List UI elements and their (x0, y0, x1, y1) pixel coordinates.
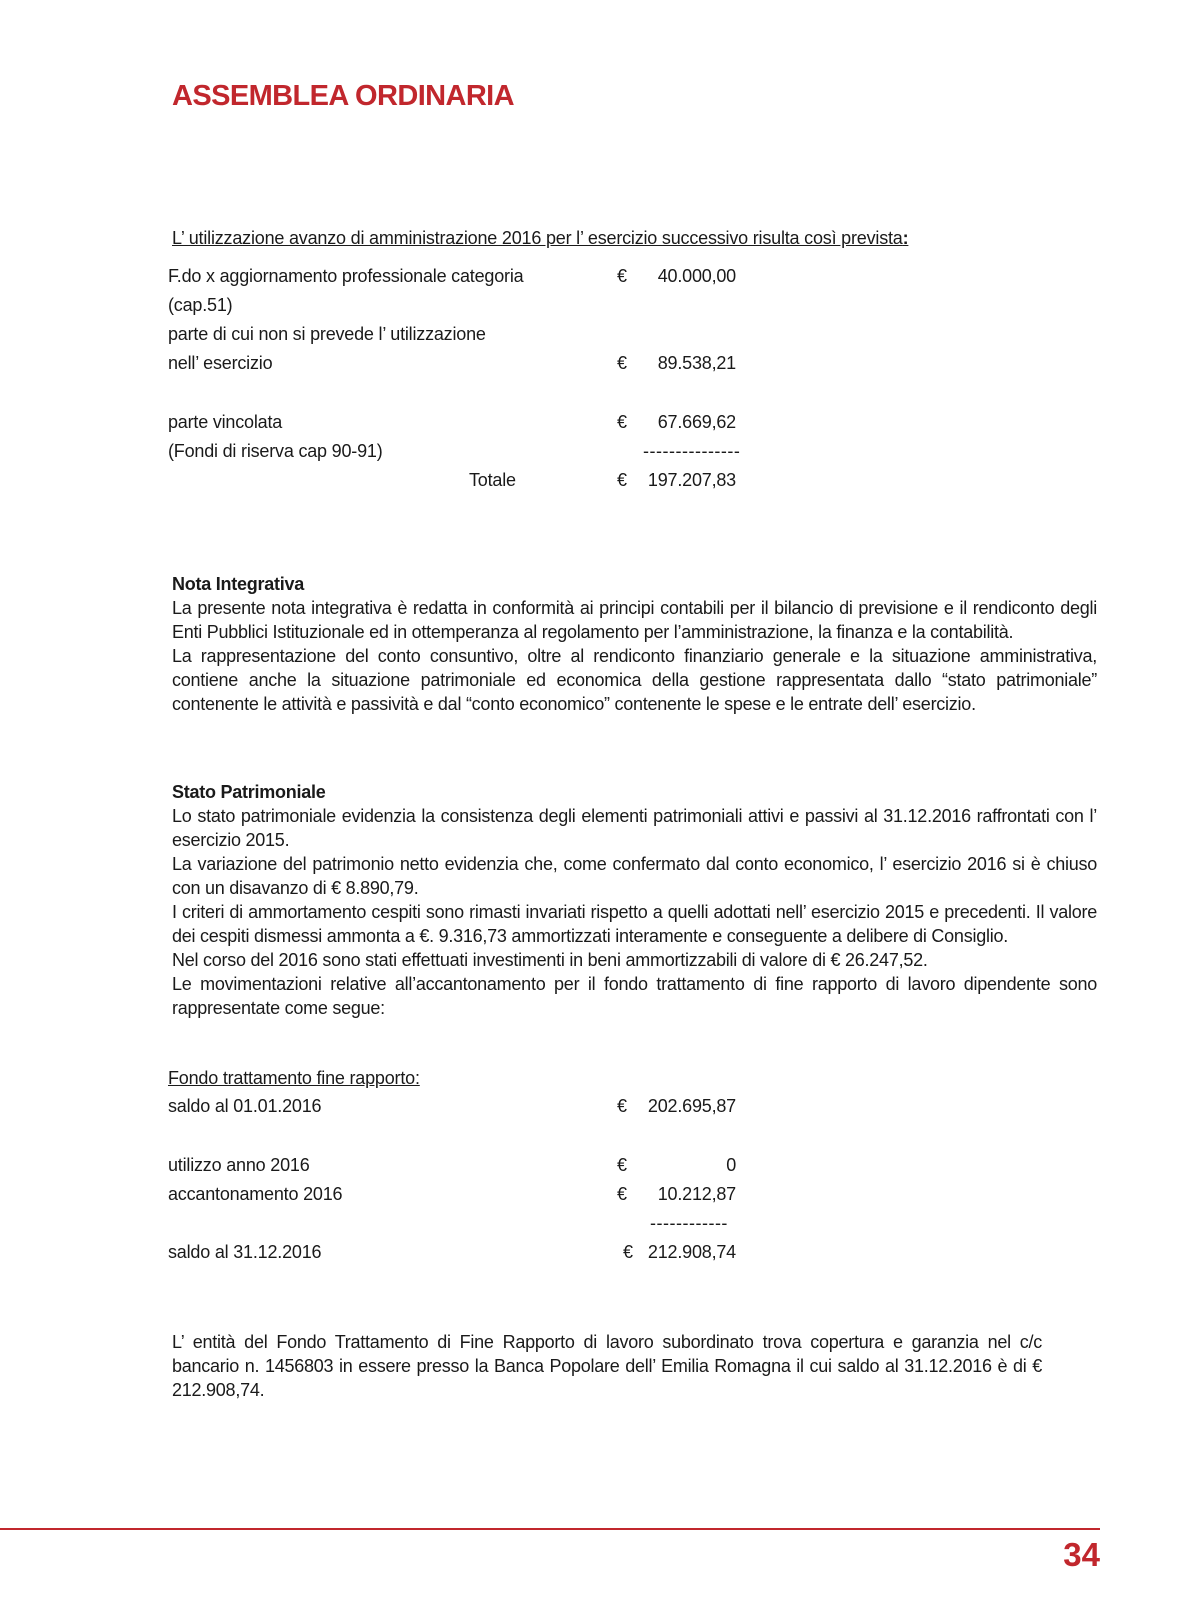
tfr-row-amount: 202.695,87 (647, 1096, 736, 1116)
euro-sign: € (617, 266, 628, 286)
avanzo-row-amount: 40.000,00 (657, 266, 736, 286)
euro-sign: € (623, 1242, 634, 1262)
avanzo-separator: --------------- (643, 441, 741, 461)
tfr-row-label: accantonamento 2016 (168, 1184, 343, 1204)
avanzo-row-label: (Fondi di riserva cap 90-91) (168, 441, 383, 461)
tfr-row-label: utilizzo anno 2016 (168, 1155, 310, 1175)
avanzo-row-label: nell’ esercizio (168, 353, 273, 373)
avanzo-intro-colon: : (902, 228, 909, 248)
nota-paragraph: La presente nota integrativa è redatta in conformità ai principi contabili per il bilancio di previsione e il rendiconto degli Enti Pubblici Istituzionale ed in ottemperanza al regolamento per l’amministrazione, la finanza e la contabilità. (172, 598, 1097, 642)
stato-patrimoniale-section (172, 780, 1097, 1020)
avanzo-row-label: parte vincolata (168, 412, 283, 432)
euro-sign: € (617, 1184, 628, 1204)
nota-heading: Nota Integrativa (172, 574, 305, 594)
tfr-row-label: saldo al 01.01.2016 (168, 1096, 322, 1116)
euro-sign: € (617, 353, 628, 373)
avanzo-row-label: (cap.51) (168, 295, 233, 315)
stato-paragraph: I criteri di ammortamento cespiti sono rimasti invariati rispetto a quelli adottati nell’ esercizio 2015 e precedenti. Il valore dei cespiti dismessi ammonta a €. 9.316,73 ammortizzati interamente e conseguente a delibere di Consiglio. (172, 902, 1097, 946)
stato-paragraph: Le movimentazioni relative all’accantonamento per il fondo trattamento di fine rapporto di lavoro dipendente sono rappresentate come segue: (172, 974, 1097, 1018)
euro-sign: € (617, 1155, 628, 1175)
stato-paragraph: La variazione del patrimonio netto evidenzia che, come confermato dal conto economico, l’ esercizio 2016 si è chiuso con un disavanzo di € 8.890,79. (172, 854, 1097, 898)
stato-heading: Stato Patrimoniale (172, 782, 326, 802)
stato-paragraph: Nel corso del 2016 sono stati effettuati investimenti in beni ammortizzabili di valore di € 26.247,52. (172, 950, 928, 970)
avanzo-intro-text: L’ utilizzazione avanzo di amministrazione 2016 per l’ esercizio successivo risulta così prevista (172, 228, 903, 248)
tfr-final-label: saldo al 31.12.2016 (168, 1242, 322, 1262)
avanzo-total-label: Totale (469, 470, 516, 490)
avanzo-row-label: F.do x aggiornamento professionale categoria (168, 266, 524, 286)
footer-divider (0, 1528, 1100, 1530)
stato-paragraph: Lo stato patrimoniale evidenzia la consistenza degli elementi patrimoniali attivi e passivi al 31.12.2016 raffrontati con l’ esercizio 2015. (172, 806, 1097, 850)
avanzo-row-label: parte di cui non si prevede l’ utilizzazione (168, 324, 486, 344)
page-title: ASSEMBLEA ORDINARIA (172, 80, 514, 112)
tfr-separator: ------------ (650, 1213, 728, 1233)
page-number: 34 (1063, 1536, 1100, 1573)
closing-section (172, 1330, 1042, 1402)
closing-paragraph: L’ entità del Fondo Trattamento di Fine Rapporto di lavoro subordinato trova copertura e garanzia nel c/c bancario n. 1456803 in essere presso la Banca Popolare dell’ Emilia Romagna il cui saldo al 31.12.2016 è di € 212.908,74. (172, 1332, 1042, 1400)
euro-sign: € (617, 470, 628, 490)
avanzo-row-amount: 67.669,62 (657, 412, 736, 432)
tfr-row-amount: 0 (726, 1155, 736, 1175)
tfr-heading: Fondo trattamento fine rapporto: (168, 1068, 420, 1088)
nota-integrativa-section (172, 572, 1097, 716)
avanzo-intro (172, 228, 908, 249)
tfr-row-amount: 10.212,87 (657, 1184, 736, 1204)
euro-sign: € (617, 412, 628, 432)
avanzo-total-amount: 197.207,83 (647, 470, 736, 490)
tfr-final-amount: 212.908,74 (647, 1242, 736, 1262)
nota-paragraph: La rappresentazione del conto consuntivo, oltre al rendiconto finanziario generale e la situazione amministrativa, contiene anche la situazione patrimoniale ed economica della gestione rappresentata dallo “stato patrimoniale” contenente le attività e passività e dal “conto economico” contenente le spese e le entrate dell’ esercizio. (172, 646, 1097, 714)
avanzo-row-amount: 89.538,21 (657, 353, 736, 373)
euro-sign: € (617, 1096, 628, 1116)
